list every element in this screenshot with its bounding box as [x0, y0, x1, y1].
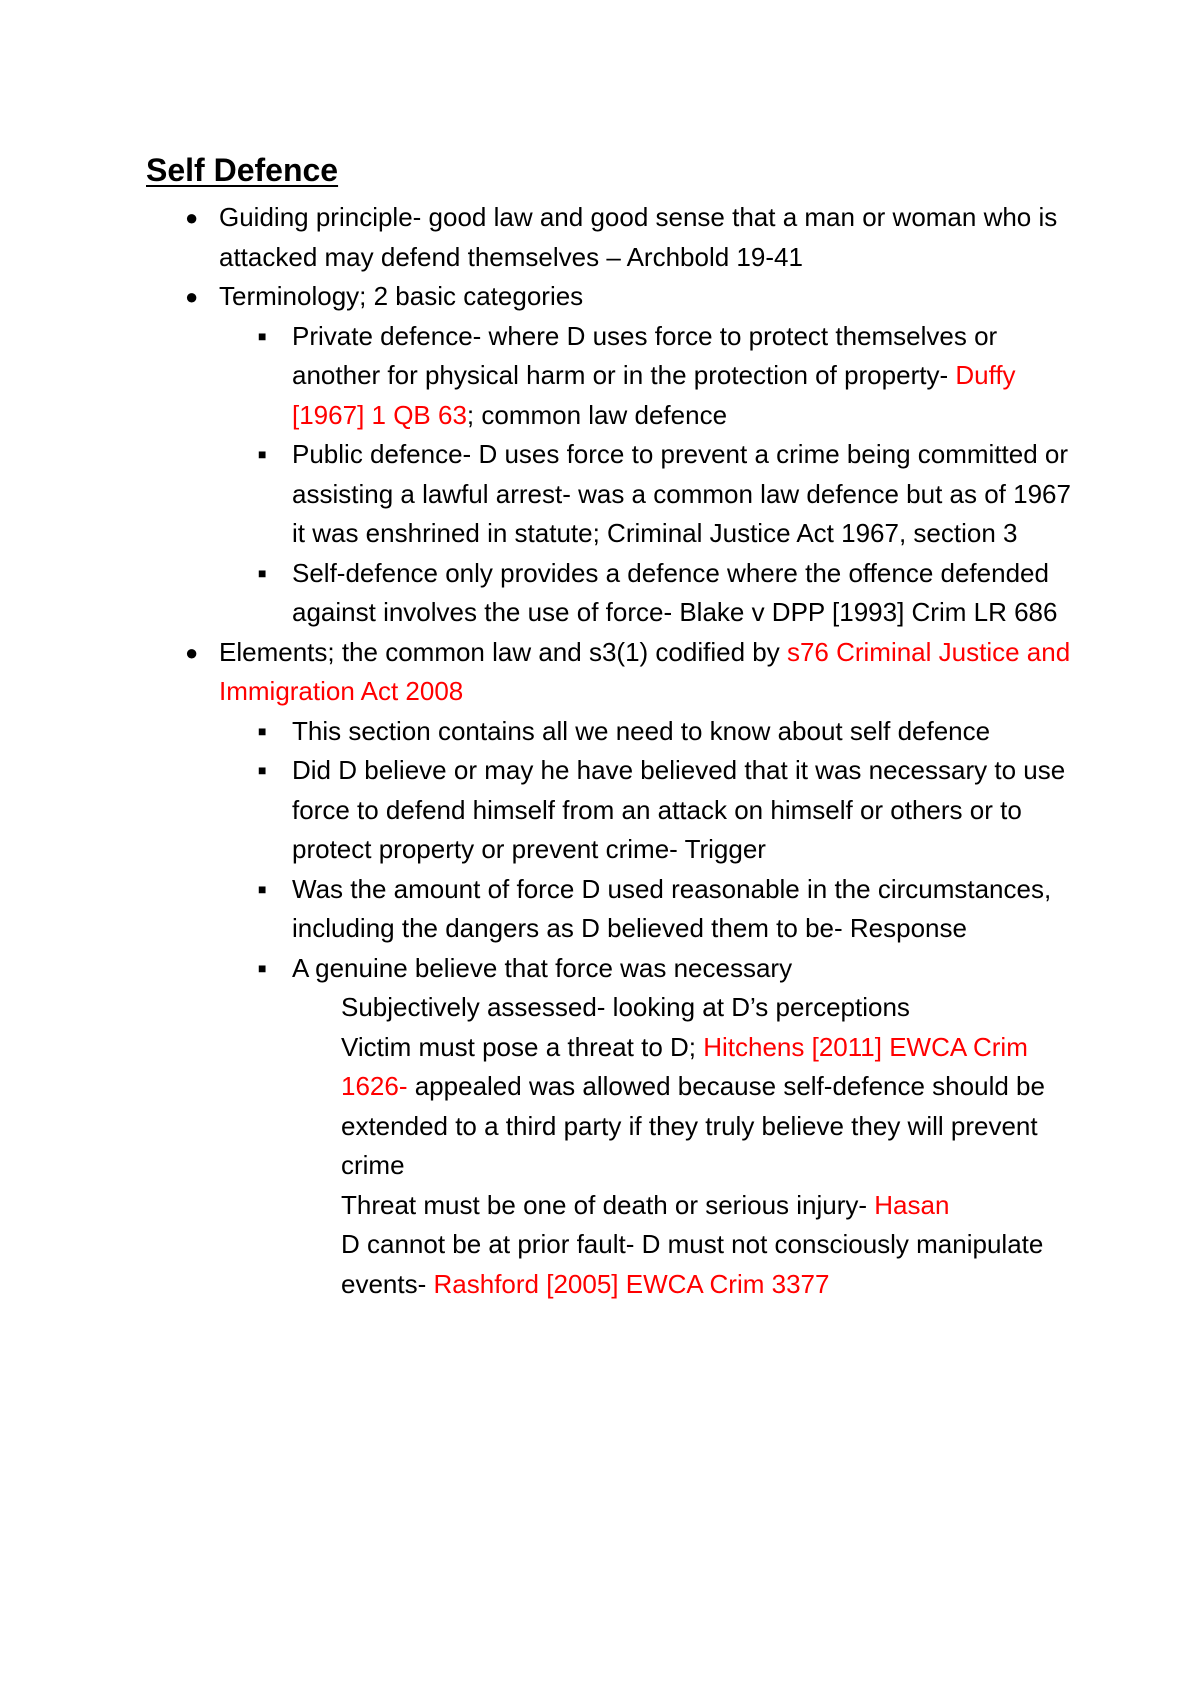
round-bullet-icon: ●: [185, 284, 199, 309]
note-subjective: [341, 988, 1081, 1028]
square-bullet-icon: ■: [258, 446, 267, 462]
page-title: Self Defence: [146, 152, 339, 188]
sub-bullet-section-contents: [258, 712, 1082, 752]
sub-bullet-private-defence: [258, 317, 1082, 436]
bullet-text: This section contains all we need to know about self defence: [292, 715, 991, 746]
sub-bullet-trigger: [258, 751, 1082, 870]
note-text: Victim must pose a threat to D;: [341, 1031, 704, 1062]
bullet-text: Elements; the common law and s3(1) codified by: [219, 636, 787, 667]
square-bullet-icon: ■: [258, 564, 267, 581]
bullet-terminology: [185, 277, 1079, 317]
bullet-text: Did D believe or may he have believed that it was necessary to use force to defend himself from an attack on himself or others or to protect property or prevent crime- Trigger: [292, 755, 1066, 864]
bullet-text: Was the amount of force D used reasonable in the circumstances, including the dangers as D believed them to be- Response: [292, 873, 1052, 943]
case-citation: Rashford [2005] EWCA Crim 3377: [433, 1268, 830, 1299]
case-citation: Duffy [1967] 1 QB 63: [292, 360, 1016, 430]
notes-body: [0, 198, 1200, 1304]
bullet-text: ; common law defence: [466, 399, 728, 430]
note-text: D cannot be at prior fault- D must not consciously manipulate events-: [341, 1229, 1044, 1299]
sub-bullet-self-defence-scope: [258, 554, 1082, 633]
square-bullet-icon: ■: [258, 327, 267, 344]
square-bullet-icon: ■: [258, 880, 267, 897]
note-text: Subjectively assessed- looking at D’s perceptions: [341, 992, 910, 1022]
square-bullet-icon: ■: [258, 762, 267, 778]
note-text: appealed was allowed because self-defence should be extended to a third party if they truly believe they will prevent crime: [341, 1071, 1045, 1180]
note-text: Threat must be one of death or serious injury-: [341, 1189, 875, 1220]
bullet-text: Private defence- where D uses force to protect themselves or another for physical harm or in the protection of property-: [292, 320, 998, 390]
bullet-guiding-principle: [185, 198, 1079, 277]
bullet-text: Public defence- D uses force to prevent a crime being committed or assisting a lawful arrest- was a common law defence but as of 1967 it was enshrined in statute; Criminal Justice Act 1967, section 3: [292, 439, 1071, 548]
square-bullet-icon: ■: [258, 722, 267, 739]
bullet-text: Guiding principle- good law and good sense that a man or woman who is attacked may defend themselves – Archbold 19-41: [219, 202, 1058, 272]
sub-bullet-response: [258, 870, 1082, 949]
bullet-text: A genuine believe that force was necessary: [292, 952, 793, 983]
note-victim-threat: [341, 1028, 1081, 1186]
sub-bullet-genuine-belief: [258, 949, 1082, 989]
statute-citation: s76 Criminal Justice and Immigration Act 2008: [219, 636, 1071, 706]
note-threat-severity: [341, 1186, 1081, 1226]
round-bullet-icon: ●: [185, 205, 199, 230]
sub-bullet-public-defence: [258, 435, 1082, 554]
bullet-text: Self-defence only provides a defence where the offence defended against involves the use of force- Blake v DPP [1993] Crim LR 686: [292, 557, 1058, 627]
round-bullet-icon: ●: [185, 639, 199, 665]
bullet-elements: [185, 633, 1079, 712]
case-citation: Hitchens [2011] EWCA Crim 1626-: [341, 1031, 1028, 1101]
note-prior-fault: [341, 1225, 1081, 1304]
square-bullet-icon: ■: [258, 959, 267, 976]
bullet-text: Terminology; 2 basic categories: [219, 281, 584, 311]
case-citation: Hasan: [874, 1189, 950, 1220]
